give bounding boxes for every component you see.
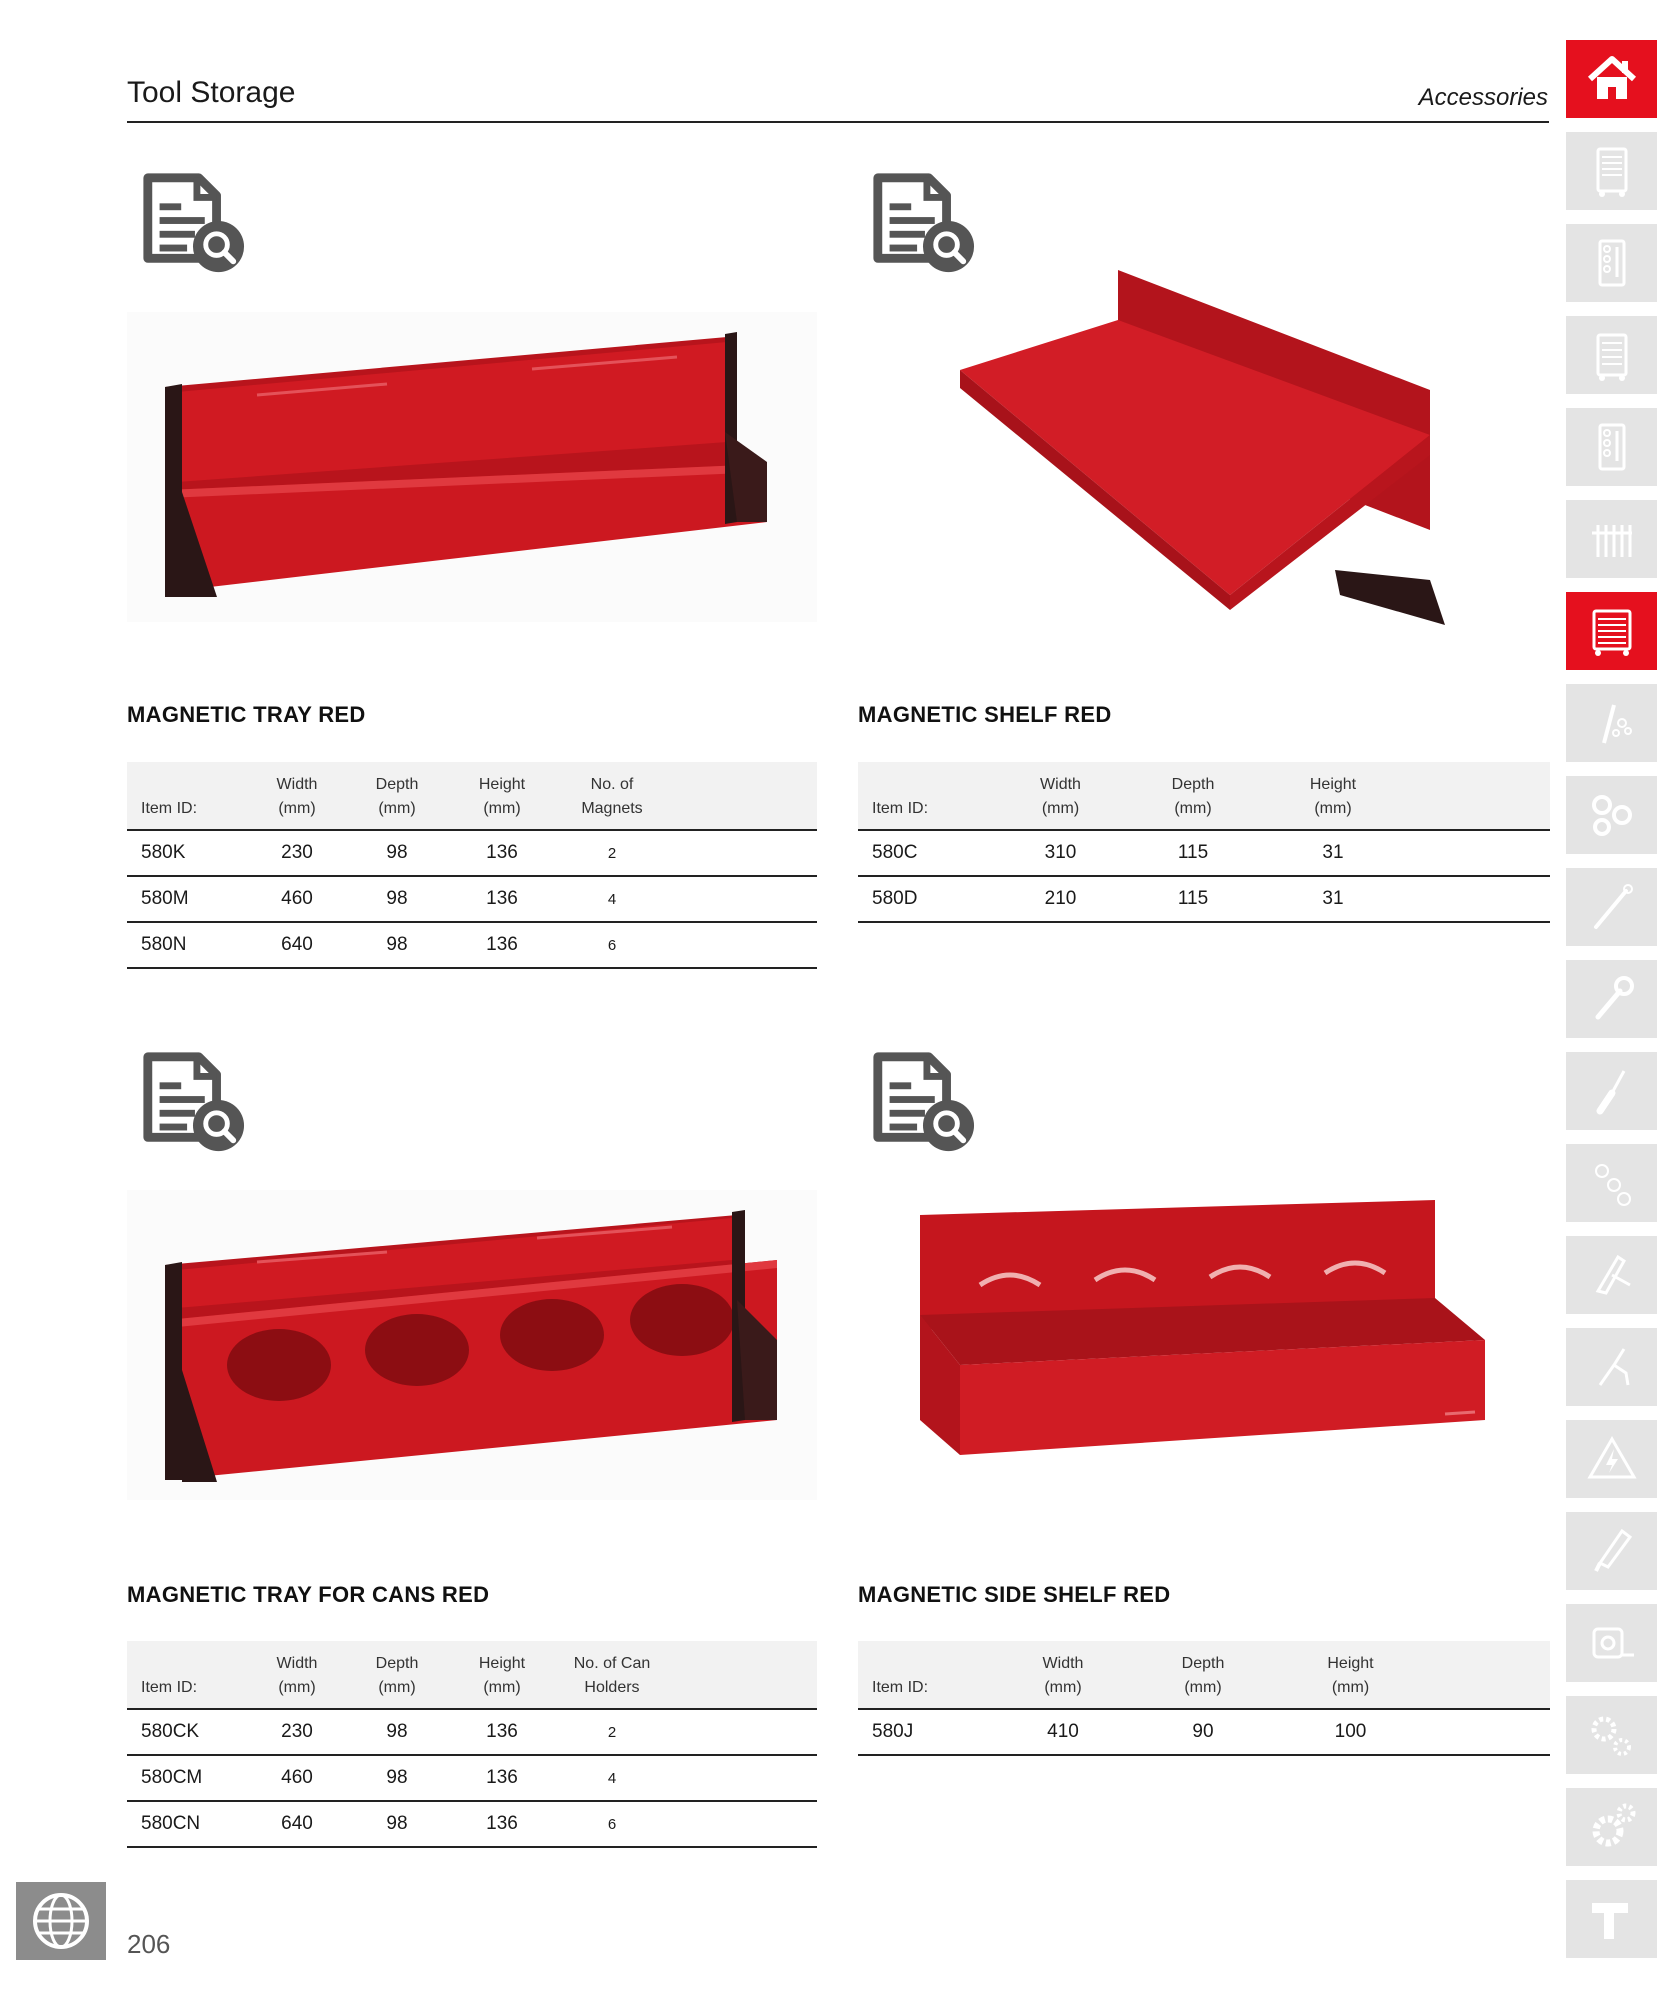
- roller-cabinet-icon[interactable]: [1566, 316, 1657, 394]
- header-divider: [127, 121, 1549, 123]
- table-header-row: [127, 1641, 817, 1709]
- product-title-magnetic-shelf: MAGNETIC SHELF RED: [858, 702, 1112, 727]
- column-header-label: Item ID:: [141, 800, 198, 817]
- column-header: Width (mm): [247, 1641, 347, 1709]
- column-header: Width (mm): [247, 762, 347, 830]
- width-value: 230: [247, 1709, 347, 1755]
- width-value: 410: [998, 1709, 1128, 1755]
- count-value: 4: [557, 876, 667, 922]
- screwdriver-icon[interactable]: [1566, 1052, 1657, 1130]
- column-spacer: [1423, 1641, 1550, 1709]
- width-value: 210: [998, 876, 1123, 922]
- tool-tray-icon[interactable]: [1566, 224, 1657, 302]
- item-id: 580N: [127, 922, 247, 968]
- column-header-label: Item ID:: [872, 800, 929, 817]
- measuring-tape-icon[interactable]: [1566, 1604, 1657, 1682]
- width-value: 230: [247, 830, 347, 876]
- document-search-icon[interactable]: [868, 1047, 976, 1155]
- tool-board-icon[interactable]: [1566, 408, 1657, 486]
- item-id: 580M: [127, 876, 247, 922]
- column-header: No. of Magnets: [557, 762, 667, 830]
- depth-value: 115: [1123, 830, 1263, 876]
- magnetic-side-shelf-image: [900, 1180, 1500, 1480]
- socket-icon[interactable]: [1566, 776, 1657, 854]
- column-header: Height (mm): [1263, 762, 1403, 830]
- product-title-magnetic-tray: MAGNETIC TRAY RED: [127, 702, 366, 727]
- product-title-magnetic-side-shelf: MAGNETIC SIDE SHELF RED: [858, 1582, 1171, 1607]
- automotive-gears-icon[interactable]: [1566, 1696, 1657, 1774]
- width-value: 640: [247, 922, 347, 968]
- column-spacer: [667, 762, 817, 830]
- column-header: Depth (mm): [347, 762, 447, 830]
- table-row: [858, 1709, 1550, 1755]
- depth-value: 115: [1123, 876, 1263, 922]
- magnetic-shelf-image: [940, 260, 1480, 640]
- count-value: 2: [557, 1709, 667, 1755]
- table-row: [127, 922, 817, 968]
- page-title: Tool Storage: [127, 76, 296, 109]
- spec-table-magnetic-can-tray: [127, 1641, 817, 1848]
- column-header: Width (mm): [998, 1641, 1128, 1709]
- tool-rack-icon[interactable]: [1566, 500, 1657, 578]
- column-header: [858, 762, 998, 830]
- torque-wrench-icon[interactable]: [1566, 868, 1657, 946]
- globe-icon: [29, 1889, 93, 1953]
- width-value: 460: [247, 876, 347, 922]
- spec-table-magnetic-tray: [127, 762, 817, 969]
- power-tool-icon[interactable]: [1566, 1880, 1657, 1958]
- width-value: 310: [998, 830, 1123, 876]
- count-value: 6: [557, 1801, 667, 1847]
- column-header: Depth (mm): [1123, 762, 1263, 830]
- wrench-set-icon[interactable]: [1566, 684, 1657, 762]
- height-value: 31: [1263, 876, 1403, 922]
- depth-value: 98: [347, 876, 447, 922]
- document-search-icon[interactable]: [138, 1047, 246, 1155]
- table-header-row: [858, 762, 1550, 830]
- table-row: [127, 1755, 817, 1801]
- product-title-magnetic-can-tray: MAGNETIC TRAY FOR CANS RED: [127, 1582, 490, 1607]
- depth-value: 98: [347, 1709, 447, 1755]
- count-value: 4: [557, 1755, 667, 1801]
- pliers-icon[interactable]: [1566, 1328, 1657, 1406]
- tool-cabinet-icon[interactable]: [1566, 132, 1657, 210]
- column-header-label: Item ID:: [141, 1679, 198, 1696]
- table-row: [858, 876, 1550, 922]
- column-header: Height (mm): [447, 762, 557, 830]
- column-header: Depth (mm): [1128, 1641, 1278, 1709]
- height-value: 100: [1278, 1709, 1423, 1755]
- depth-value: 98: [347, 1755, 447, 1801]
- column-header: [858, 1641, 998, 1709]
- table-header-row: [127, 762, 817, 830]
- document-search-icon[interactable]: [138, 168, 246, 276]
- height-value: 136: [447, 922, 557, 968]
- electrical-warning-icon[interactable]: [1566, 1420, 1657, 1498]
- depth-value: 98: [347, 1801, 447, 1847]
- height-value: 136: [447, 1709, 557, 1755]
- height-value: 136: [447, 830, 557, 876]
- column-header: [127, 762, 247, 830]
- height-value: 31: [1263, 830, 1403, 876]
- item-id: 580K: [127, 830, 247, 876]
- column-spacer: [667, 1641, 817, 1709]
- table-row: [858, 830, 1550, 876]
- column-header: Width (mm): [998, 762, 1123, 830]
- spanner-icon[interactable]: [1566, 960, 1657, 1038]
- knife-icon[interactable]: [1566, 1512, 1657, 1590]
- workshop-gear-icon[interactable]: [1566, 1788, 1657, 1866]
- home-icon[interactable]: [1566, 40, 1657, 118]
- table-row: [127, 830, 817, 876]
- spec-table-magnetic-side-shelf: [858, 1641, 1550, 1756]
- multi-tool-icon[interactable]: [1566, 1236, 1657, 1314]
- spec-table-magnetic-shelf: [858, 762, 1550, 923]
- height-value: 136: [447, 1755, 557, 1801]
- item-id: 580CK: [127, 1709, 247, 1755]
- depth-value: 98: [347, 830, 447, 876]
- column-header: Height (mm): [1278, 1641, 1423, 1709]
- column-header: No. of Can Holders: [557, 1641, 667, 1709]
- height-value: 136: [447, 876, 557, 922]
- width-value: 460: [247, 1755, 347, 1801]
- depth-value: 98: [347, 922, 447, 968]
- table-header-row: [858, 1641, 1550, 1709]
- column-header: Height (mm): [447, 1641, 557, 1709]
- page-number: 206: [127, 1929, 171, 1959]
- depth-value: 90: [1128, 1709, 1278, 1755]
- count-value: 2: [557, 830, 667, 876]
- table-row: [127, 1709, 817, 1755]
- tool-storage-icon[interactable]: [1566, 592, 1657, 670]
- column-spacer: [1403, 762, 1550, 830]
- item-id: 580CM: [127, 1755, 247, 1801]
- magnetic-tray-image: [127, 312, 817, 622]
- item-id: 580D: [858, 876, 998, 922]
- count-value: 6: [557, 922, 667, 968]
- height-value: 136: [447, 1801, 557, 1847]
- magnetic-can-tray-image: [127, 1190, 817, 1500]
- column-header: Depth (mm): [347, 1641, 447, 1709]
- width-value: 640: [247, 1801, 347, 1847]
- item-id: 580CN: [127, 1801, 247, 1847]
- column-header-label: Item ID:: [872, 1679, 929, 1696]
- table-row: [127, 876, 817, 922]
- bits-icon[interactable]: [1566, 1144, 1657, 1222]
- item-id: 580J: [858, 1709, 998, 1755]
- globe-button[interactable]: [16, 1882, 106, 1960]
- table-row: [127, 1801, 817, 1847]
- item-id: 580C: [858, 830, 998, 876]
- column-header: [127, 1641, 247, 1709]
- section-label: Accessories: [1418, 84, 1548, 111]
